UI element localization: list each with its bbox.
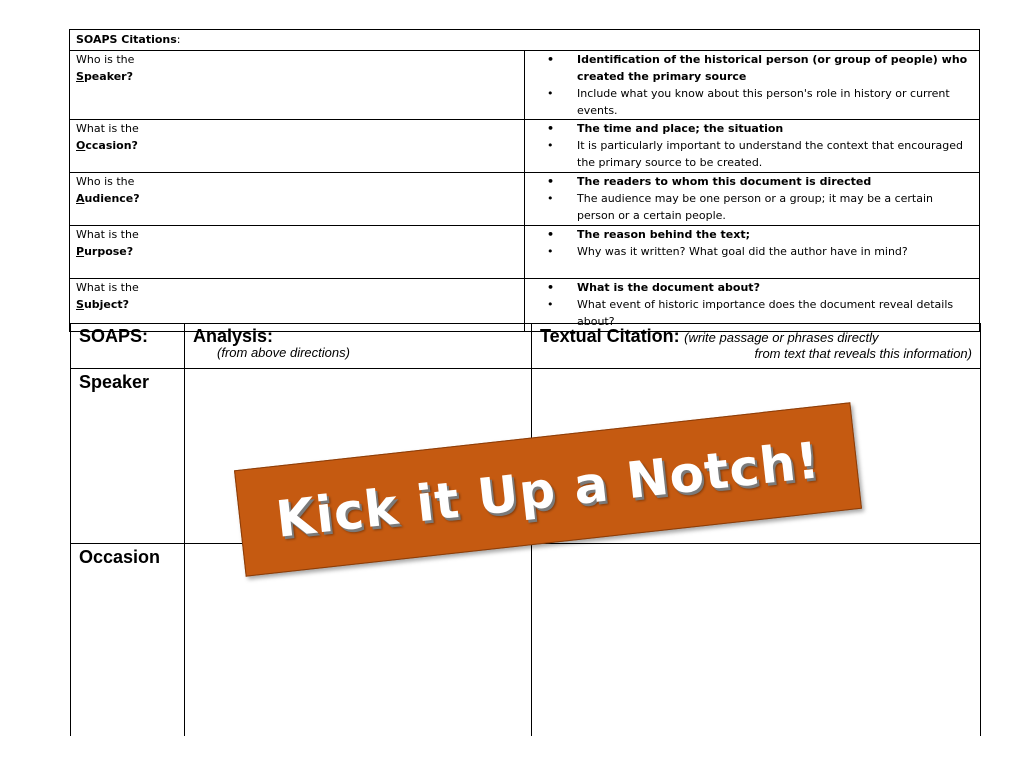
list-item: • It is particularly important to understand the context that encouraged the primary source to be created. [577, 137, 973, 171]
list-item: • The audience may be one person or a group; it may be a certain person or a certain people. [577, 190, 973, 224]
row-label: What is the Subject? [70, 279, 525, 332]
table-row-purpose [70, 226, 980, 279]
speaker-row-label: Speaker [71, 369, 185, 544]
row-label: What is the Occasion? [70, 120, 525, 173]
row-description [525, 51, 980, 120]
occasion-analysis-cell[interactable] [185, 544, 532, 737]
table-row-audience [70, 173, 980, 226]
list-item: • The readers to whom this document is directed [577, 173, 973, 190]
occasion-citation-cell[interactable] [532, 544, 981, 737]
list-item: • The reason behind the text; [577, 226, 973, 243]
banner-text: Kick it Up a Notch! [273, 430, 823, 549]
row-description [525, 173, 980, 226]
list-item: • Include what you know about this person's role in history or current events. [577, 85, 973, 119]
list-item: • Identification of the historical person (or group of people) who created the primary source [577, 51, 973, 85]
list-item: • The time and place; the situation [577, 120, 973, 137]
list-item: • What is the document about? [577, 279, 973, 296]
row-label: Who is the Audience? [70, 173, 525, 226]
table-header: SOAPS Citations: [70, 30, 980, 51]
list-item: • What event of historic importance does the document reveal details about? [577, 296, 973, 330]
row-label: Who is the Speaker? [70, 51, 525, 120]
row-description [525, 120, 980, 173]
occasion-row-label: Occasion [71, 544, 185, 737]
soaps-directions-table [69, 29, 980, 332]
table-row-speaker [70, 51, 980, 120]
soaps-column-header: SOAPS: [71, 324, 185, 369]
list-item: • Why was it written? What goal did the author have in mind? [577, 243, 973, 260]
analysis-column-header: Analysis: (from above directions) [185, 324, 532, 369]
textual-citation-column-header: Textual Citation: (write passage or phrases directly from text that reveals this information) [532, 324, 981, 369]
table-row-occasion [70, 120, 980, 173]
row-label: What is the Purpose? [70, 226, 525, 279]
row-description [525, 226, 980, 279]
